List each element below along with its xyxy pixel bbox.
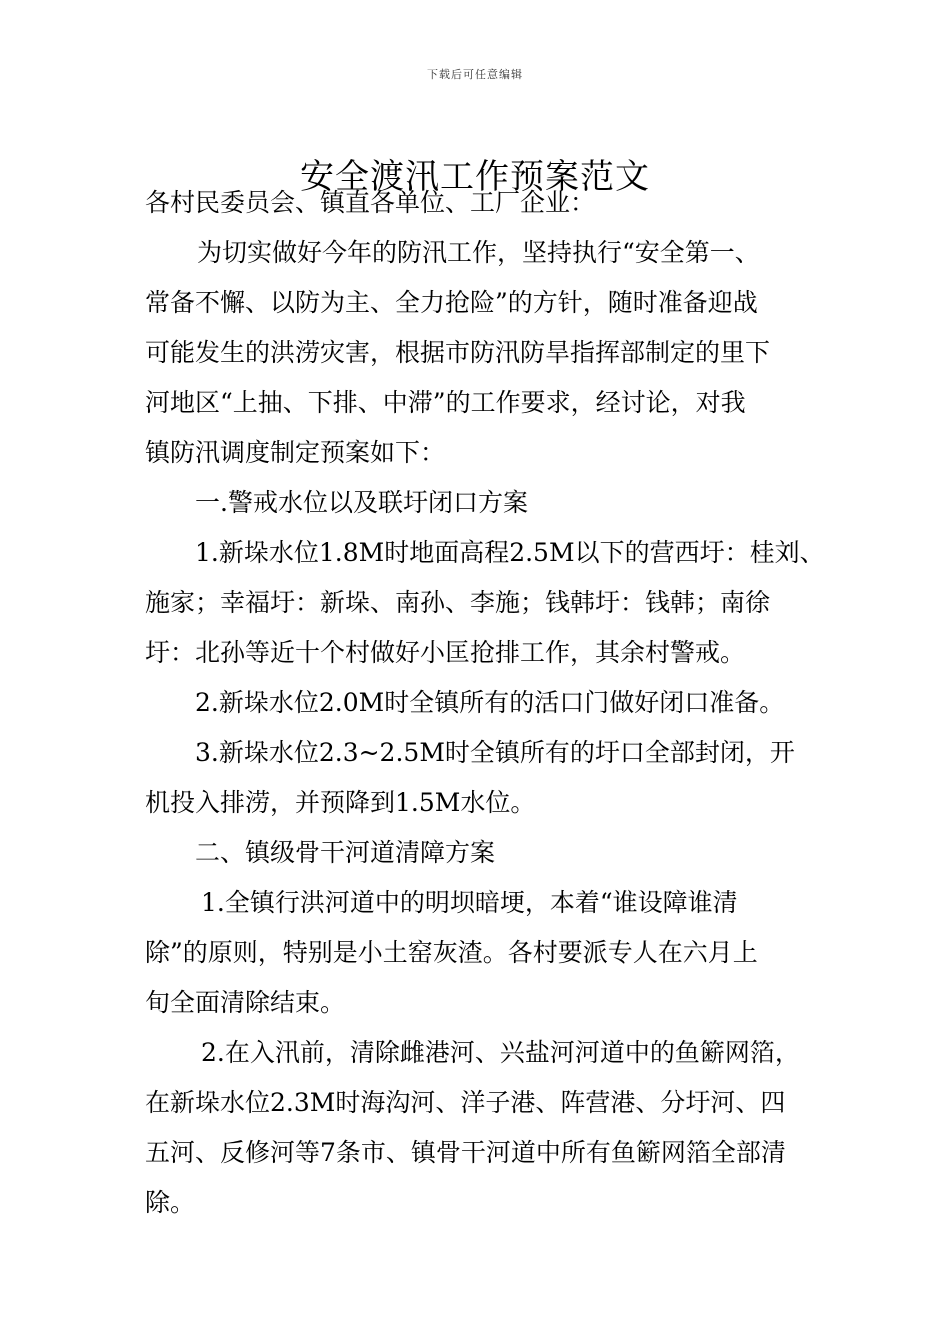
paragraph-line: 河地区“上抽、下排、中滞”的工作要求，经讨论，对我: [145, 388, 746, 417]
paragraph-line: 除”的原则，特别是小土窑灰渣。各村要派专人在六月上: [145, 938, 758, 967]
paragraph-line: 旬全面清除结束。: [145, 988, 346, 1017]
paragraph-line: 施家；幸福圩：新垛、南孙、李施；钱韩圩：钱韩；南徐: [145, 588, 771, 617]
paragraph-line: 圩：北孙等近十个村做好小匡抢排工作，其余村警戒。: [145, 638, 746, 667]
section-heading: 一.警戒水位以及联圩闭口方案: [195, 488, 528, 517]
document-title: 安全渡汛工作预案范文: [300, 156, 650, 197]
paragraph-line: 为切实做好今年的防汛工作，坚持执行“安全第一、: [197, 238, 760, 267]
paragraph-line: 除。: [145, 1188, 196, 1217]
paragraph-line: 3.新垛水位2.3~2.5M时全镇所有的圩口全部封闭，开: [195, 738, 795, 767]
paragraph-line: 机投入排涝，并预降到1.5M水位。: [145, 788, 536, 817]
paragraph-line: 镇防汛调度制定预案如下：: [145, 438, 446, 467]
paragraph-line: 在新垛水位2.3M时海沟河、洋子港、阵营港、分圩河、四: [145, 1088, 786, 1117]
header-note: 下载后可任意编辑: [427, 68, 523, 81]
paragraph-line: 常备不懈、以防为主、全力抢险”的方针，随时准备迎战: [145, 288, 758, 317]
salutation: 各村民委员会、镇直各单位、工厂企业：: [145, 188, 596, 217]
document-body: [145, 178, 835, 1228]
paragraph-line: 2.在入汛前，清除雌港河、兴盐河河道中的鱼簖网箔，: [201, 1038, 800, 1067]
paragraph-line: 可能发生的洪涝灾害，根据市防汛防旱指挥部制定的里下: [145, 338, 771, 367]
section-heading: 二、镇级骨干河道清障方案: [195, 838, 496, 867]
paragraph-line: 2.新垛水位2.0M时全镇所有的活口门做好闭口准备。: [195, 688, 785, 717]
paragraph-line: 五河、反修河等7条市、镇骨干河道中所有鱼簖网箔全部清: [145, 1138, 786, 1167]
paragraph-line: 1.全镇行洪河道中的明坝暗埂，本着“谁设障谁清: [201, 888, 738, 917]
paragraph-line: 1.新垛水位1.8M时地面高程2.5M以下的营西圩：桂刘、: [195, 538, 825, 567]
